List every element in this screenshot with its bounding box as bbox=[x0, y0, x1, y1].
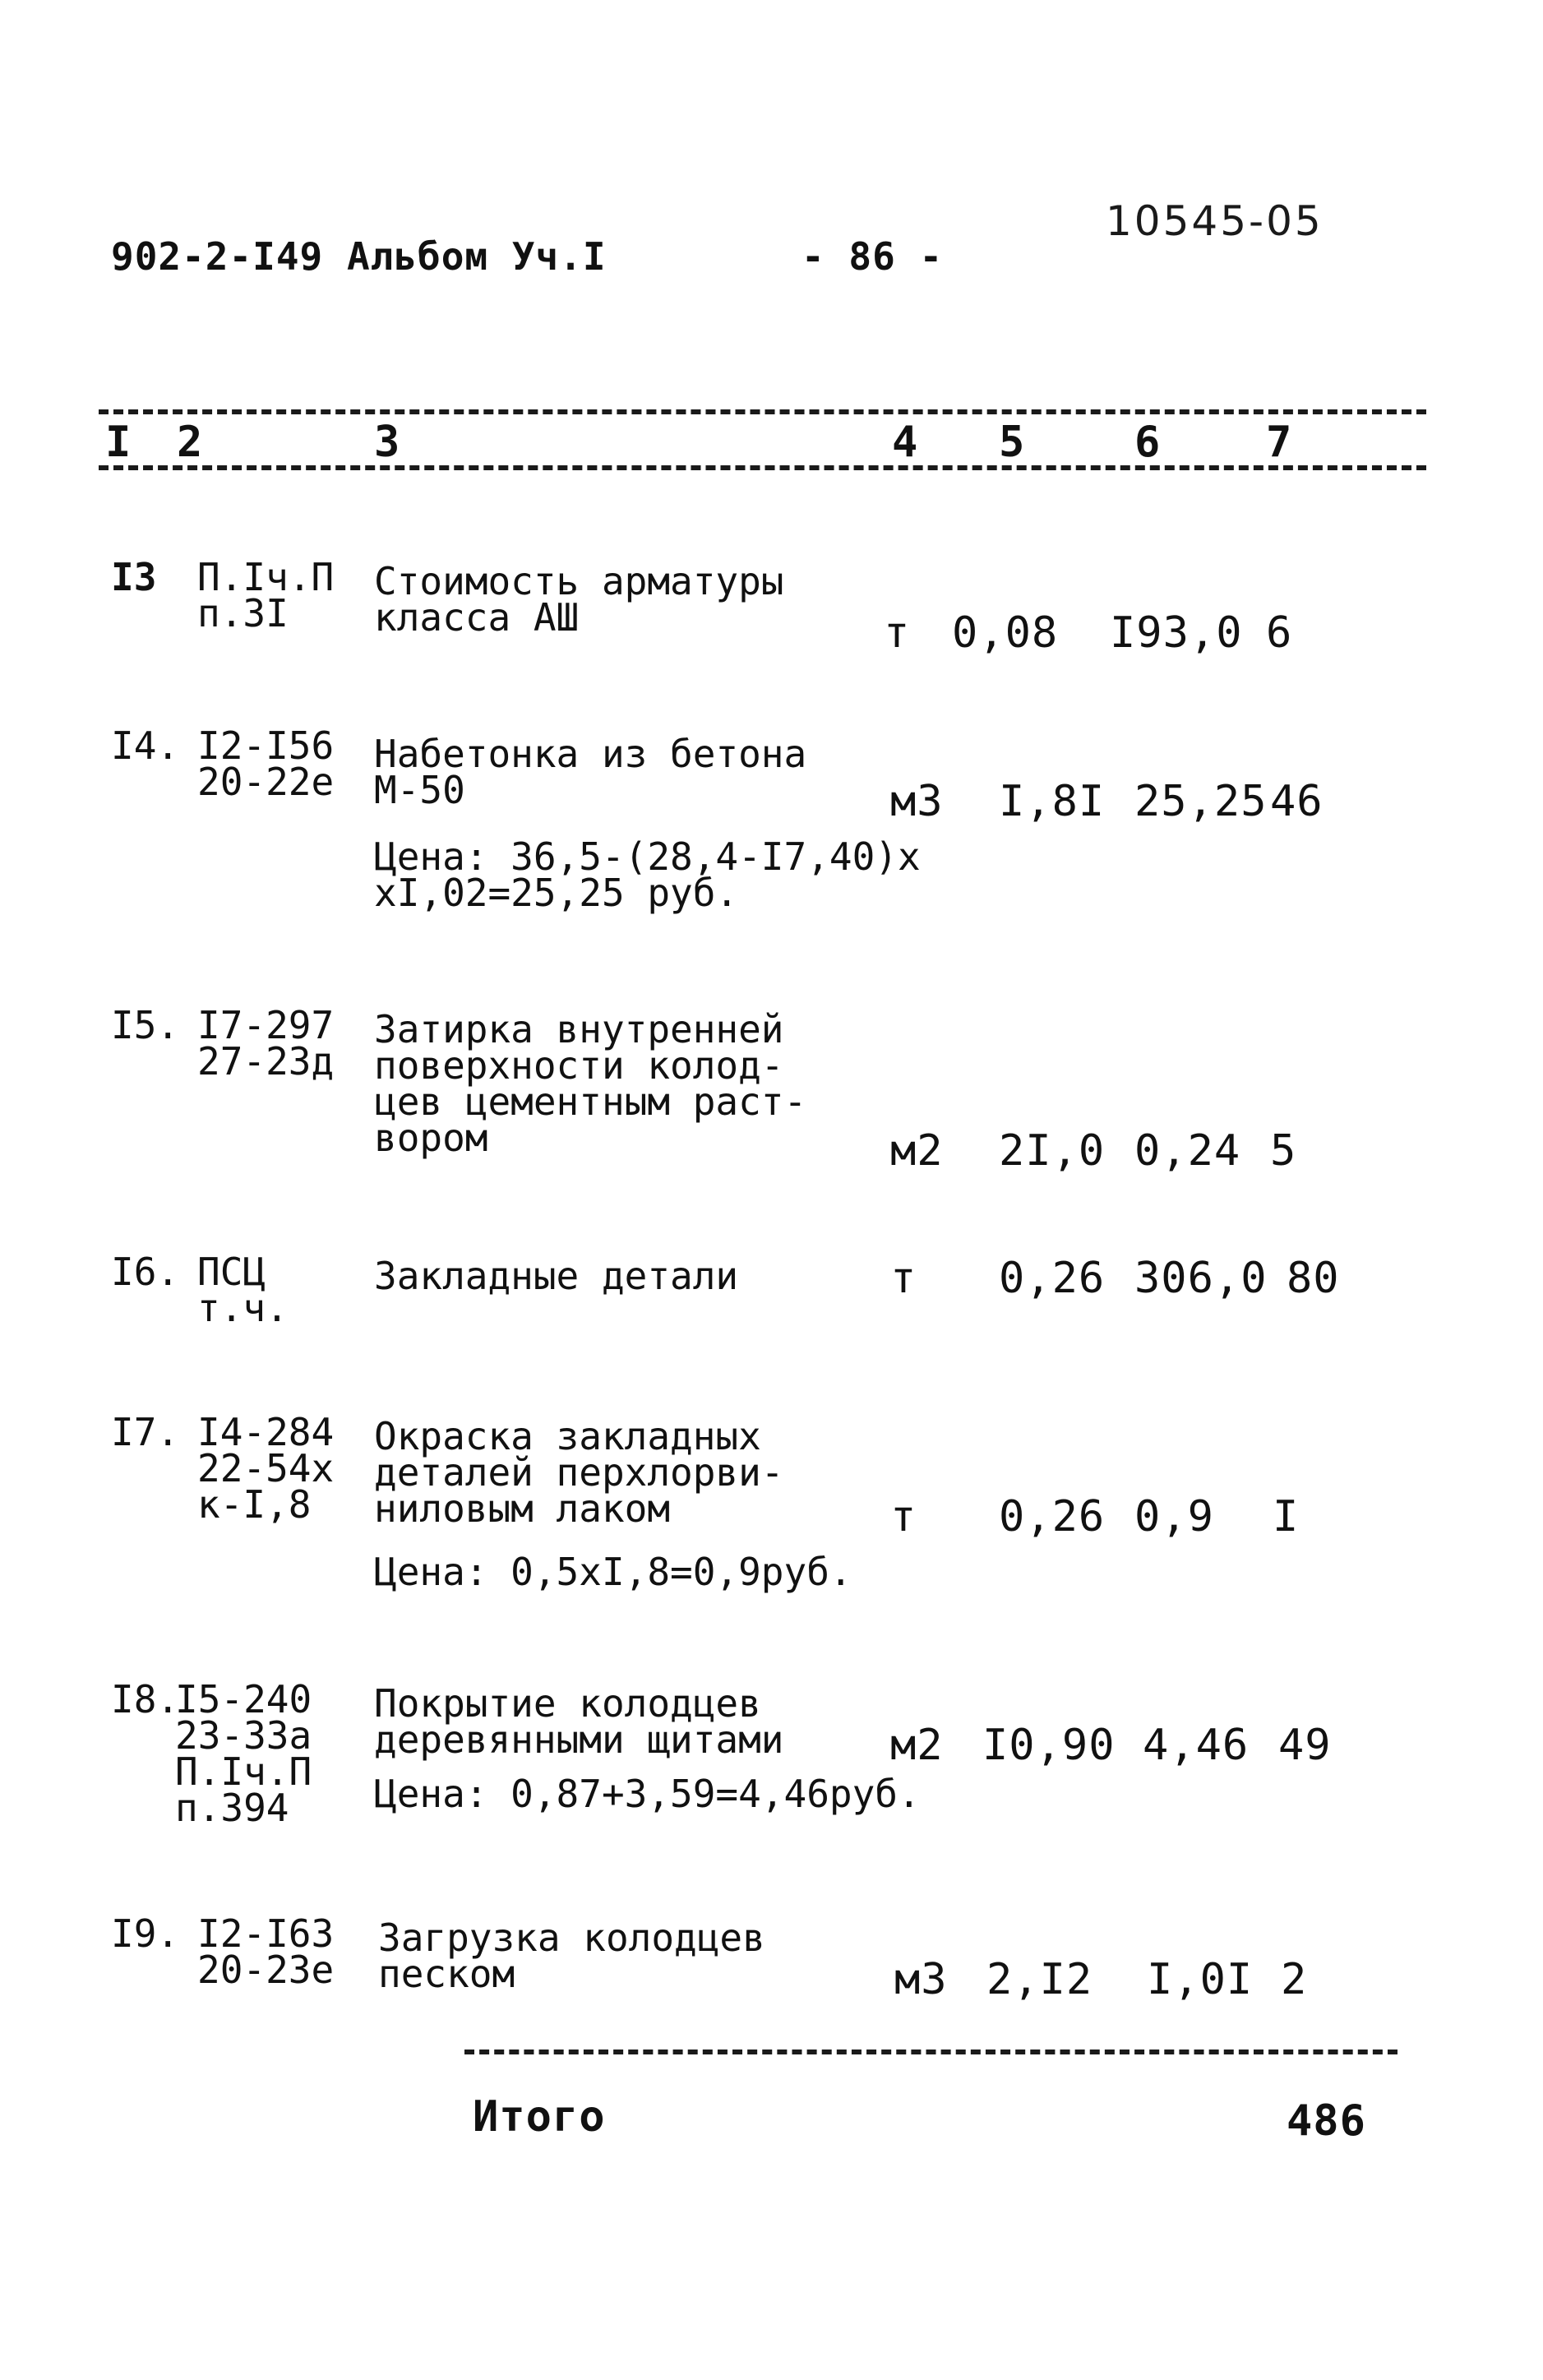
unit-price: 25,25 bbox=[1134, 777, 1268, 826]
quantity: 2,I2 bbox=[986, 1955, 1093, 2004]
unit: м3 bbox=[890, 777, 944, 826]
column-header-2: 2 bbox=[177, 418, 203, 467]
total-cost: I bbox=[1273, 1492, 1300, 1541]
unit: т bbox=[884, 608, 911, 658]
norm-code: I2-I56 20-22е bbox=[197, 723, 335, 804]
column-header-4: 4 bbox=[892, 418, 918, 467]
unit-price: 0,24 bbox=[1134, 1126, 1241, 1176]
column-header-1: I bbox=[105, 418, 132, 467]
row-number: I8. bbox=[111, 1677, 180, 1721]
column-header-5: 5 bbox=[999, 418, 1025, 467]
total-rule bbox=[464, 2050, 1397, 2054]
work-description: Загрузка колодцев песком bbox=[378, 1916, 765, 1996]
work-description: Набетонка из бетона М-50 bbox=[374, 732, 807, 812]
row-number: I4. bbox=[111, 723, 180, 768]
price-calculation-note: Цена: 36,5-(28,4-I7,40)х хI,02=25,25 руб. bbox=[374, 834, 921, 915]
row-number: I9. bbox=[111, 1911, 180, 1956]
row-number: I5. bbox=[111, 1003, 180, 1047]
row-number: I6. bbox=[111, 1250, 180, 1294]
quantity: I0,90 bbox=[982, 1721, 1116, 1770]
unit-price: 306,0 bbox=[1134, 1254, 1268, 1303]
norm-code: I2-I63 20-23е bbox=[197, 1911, 335, 1992]
document-code: 902-2-I49 Альбом Уч.I bbox=[111, 234, 607, 279]
work-description: Стоимость арматуры класса АШ bbox=[374, 559, 784, 640]
total-label: Итого bbox=[473, 2092, 606, 2142]
header-bottom-rule bbox=[99, 465, 1426, 470]
quantity: I,8I bbox=[999, 777, 1106, 826]
norm-code: ПСЦ т.ч. bbox=[197, 1250, 289, 1330]
work-description: Покрытие колодцев деревянными щитами bbox=[374, 1681, 784, 1762]
row-number: I3 bbox=[111, 555, 157, 599]
unit-price: 0,9 bbox=[1134, 1492, 1214, 1541]
unit: м2 bbox=[890, 1126, 944, 1176]
quantity: 0,08 bbox=[952, 608, 1059, 658]
norm-code: I4-284 22-54х к-I,8 bbox=[197, 1410, 335, 1527]
quantity: 0,26 bbox=[999, 1254, 1106, 1303]
total-cost: 49 bbox=[1278, 1721, 1332, 1770]
total-cost: 80 bbox=[1287, 1254, 1340, 1303]
work-description: Окраска закладных деталей перхлорви- ниловым лаком bbox=[374, 1414, 784, 1531]
total-cost: 6 bbox=[1266, 608, 1293, 658]
work-description: Закладные детали bbox=[374, 1254, 739, 1298]
column-header-3: 3 bbox=[374, 418, 400, 467]
total-cost: 46 bbox=[1270, 777, 1324, 826]
column-header-6: 6 bbox=[1134, 418, 1161, 467]
page-number: - 86 - bbox=[802, 234, 944, 279]
quantity: 0,26 bbox=[999, 1492, 1106, 1541]
norm-code: I7-297 27-23д bbox=[197, 1003, 335, 1084]
unit-price: 4,46 bbox=[1143, 1721, 1250, 1770]
unit-price: I93,0 bbox=[1110, 608, 1243, 658]
grand-total: 486 bbox=[1287, 2096, 1366, 2146]
unit: м2 bbox=[890, 1721, 944, 1770]
total-cost: 2 bbox=[1281, 1955, 1308, 2004]
norm-code: I5-240 23-33а П.Iч.П п.394 bbox=[175, 1677, 312, 1830]
column-header-7: 7 bbox=[1266, 418, 1292, 467]
unit: м3 bbox=[894, 1955, 948, 2004]
price-calculation-note: Цена: 0,87+3,59=4,46руб. bbox=[374, 1772, 921, 1816]
header-top-rule bbox=[99, 409, 1426, 414]
total-cost: 5 bbox=[1270, 1126, 1297, 1176]
price-calculation-note: Цена: 0,5хI,8=0,9руб. bbox=[374, 1550, 852, 1594]
unit: т bbox=[890, 1492, 917, 1541]
quantity: 2I,0 bbox=[999, 1126, 1106, 1176]
norm-code: П.Iч.П п.3I bbox=[197, 555, 335, 635]
unit: т bbox=[890, 1254, 917, 1303]
handwritten-note: 10545-05 bbox=[1106, 197, 1324, 245]
work-description: Затирка внутренней поверхности колод- цев цементным раст- вором bbox=[374, 1007, 807, 1160]
unit-price: I,0I bbox=[1147, 1955, 1254, 2004]
row-number: I7. bbox=[111, 1410, 180, 1454]
